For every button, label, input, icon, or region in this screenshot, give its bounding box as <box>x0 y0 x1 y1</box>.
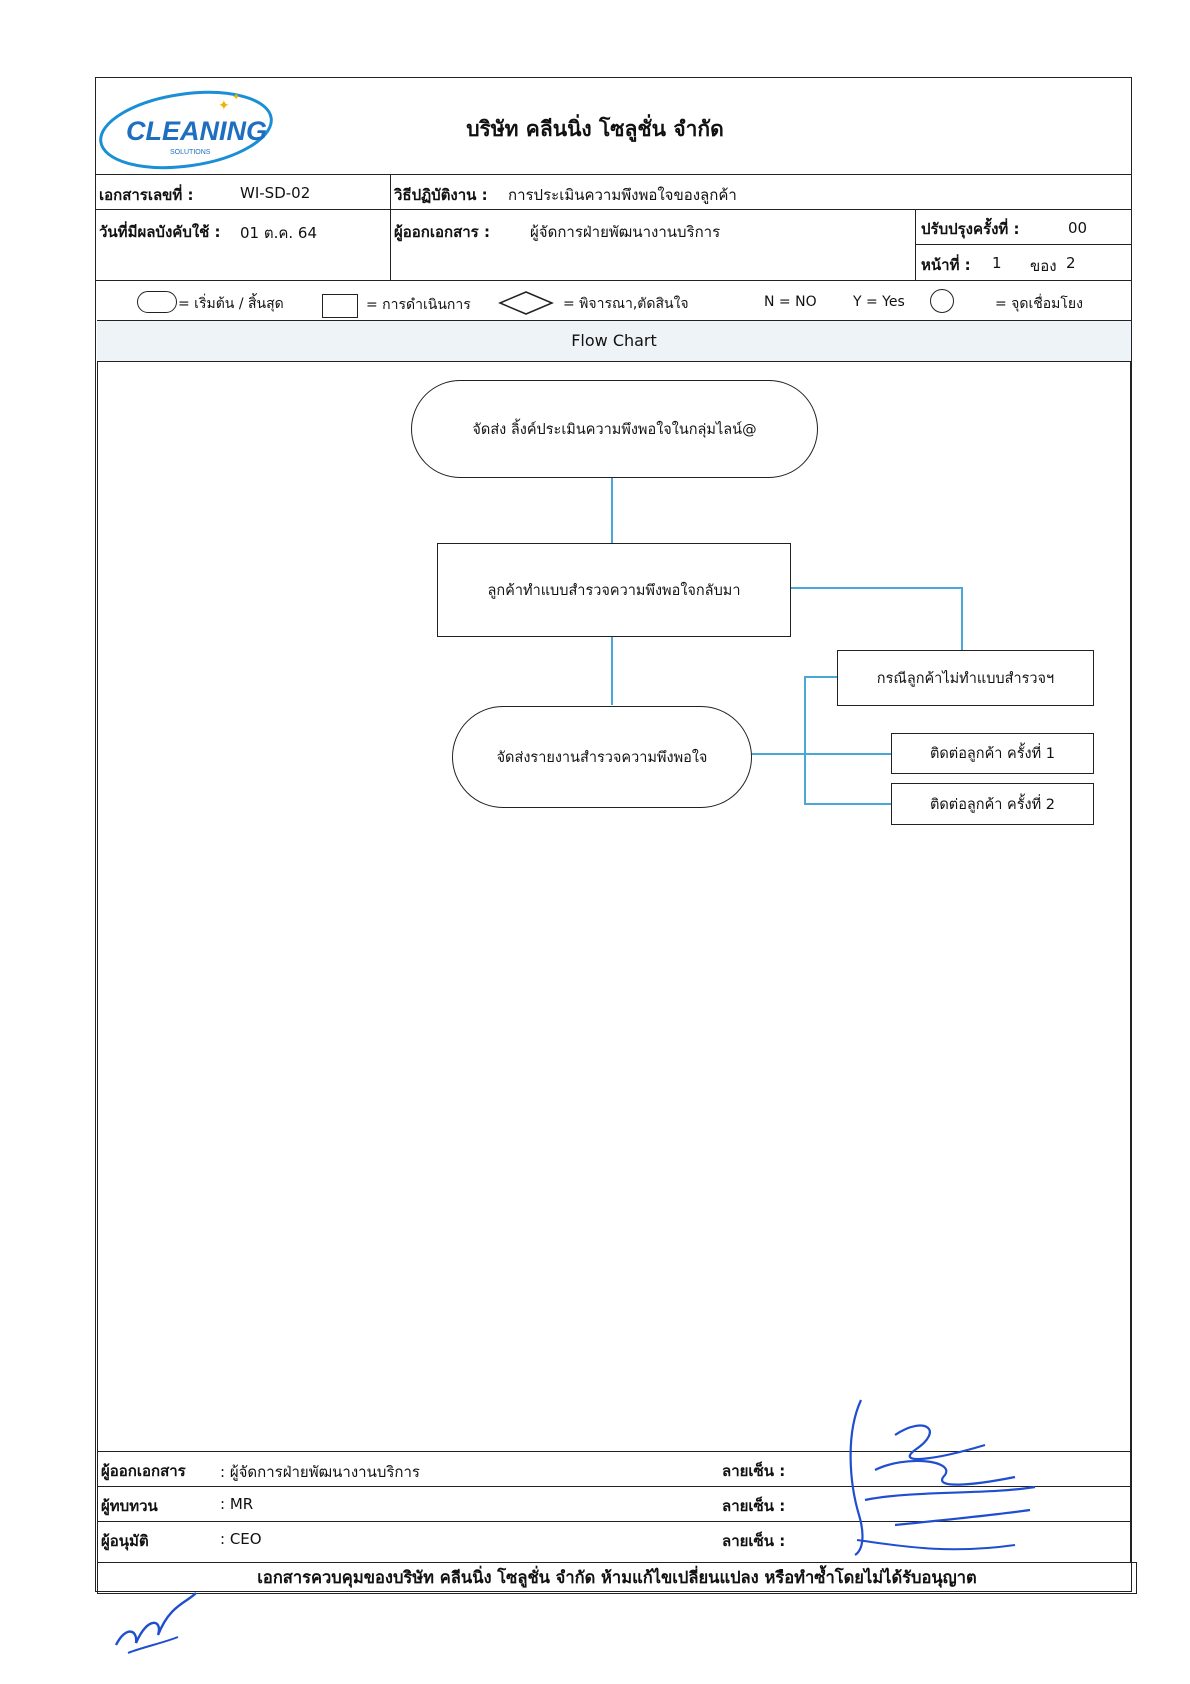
issuer-value: ผู้จัดการฝ่ายพัฒนางานบริการ <box>530 223 721 241</box>
svg-text:SOLUTIONS: SOLUTIONS <box>170 149 211 156</box>
effective-value: 01 ต.ค. 64 <box>240 224 318 242</box>
process-symbol <box>322 294 358 318</box>
handwritten-initials <box>108 1585 203 1660</box>
legend-terminal: = เริ่มต้น / สิ้นสุด <box>178 296 284 312</box>
flow-process-node <box>437 543 791 637</box>
approval-role: ผู้อนุมัติ <box>101 1532 149 1550</box>
doc-no-label: เอกสารเลขที่ : <box>99 186 194 204</box>
signature-label: ลายเซ็น : <box>722 1462 786 1480</box>
flow-end-node <box>452 706 752 808</box>
header-divider <box>95 209 1132 210</box>
content-border <box>1130 362 1131 1562</box>
page-value: 1 <box>992 254 1002 272</box>
issuer-label: ผู้ออกเอกสาร : <box>394 223 490 241</box>
header-divider <box>390 174 391 280</box>
company-name: บริษัท คลีนนิ่ง โซลูชั่น จำกัด <box>466 117 724 141</box>
flow-case-text: กรณีลูกค้าไม่ทำแบบสำรวจฯ <box>876 670 1055 687</box>
connector-line <box>750 753 891 755</box>
svg-text:CLEANING: CLEANING <box>126 116 267 146</box>
approval-value: : ผู้จัดการฝ่ายพัฒนางานบริการ <box>220 1463 420 1481</box>
signature-label: ลายเซ็น : <box>722 1497 786 1515</box>
flow-case-node <box>837 650 1094 706</box>
doc-no-value: WI-SD-02 <box>240 184 311 202</box>
approval-role: ผู้ออกเอกสาร <box>101 1462 186 1480</box>
svg-text:✦: ✦ <box>232 92 241 103</box>
connector-line <box>790 587 962 589</box>
page-label: หน้าที่ : <box>921 256 971 274</box>
flow-contact2-node <box>891 783 1094 825</box>
header-divider <box>95 280 1132 281</box>
content-border <box>97 362 98 1562</box>
header-divider <box>95 174 1132 175</box>
of-value: 2 <box>1066 254 1076 272</box>
legend-connector: = จุดเชื่อมโยง <box>995 296 1083 312</box>
terminal-symbol <box>137 291 177 313</box>
decision-symbol <box>498 290 554 316</box>
signature-scribble <box>835 1395 1045 1560</box>
revision-value: 00 <box>1068 219 1088 237</box>
procedure-value: การประเมินความพึงพอใจของลูกค้า <box>508 186 737 204</box>
effective-label: วันที่มีผลบังคับใช้ : <box>99 223 221 241</box>
connector-line <box>804 803 891 805</box>
approval-role: ผู้ทบทวน <box>101 1497 158 1515</box>
legend-yes: Y = Yes <box>853 294 905 310</box>
procedure-label: วิธีปฏิบัติงาน : <box>394 186 488 204</box>
signature-label: ลายเซ็น : <box>722 1532 786 1550</box>
connector-symbol <box>930 289 954 313</box>
flow-process-text: ลูกค้าทำแบบสำรวจความพึงพอใจกลับมา <box>487 582 741 599</box>
flow-start-text: จัดส่ง ลิ้งค์ประเมินความพึงพอใจในกลุ่มไลน์@ <box>472 421 757 438</box>
connector-line <box>804 676 806 804</box>
header-divider <box>915 209 916 280</box>
approval-value: : CEO <box>220 1530 262 1548</box>
legend-process: = การดำเนินการ <box>366 297 471 313</box>
approval-value: : MR <box>220 1495 254 1513</box>
flow-contact1-text: ติดต่อลูกค้า ครั้งที่ 1 <box>929 746 1056 762</box>
flow-contact1-node <box>891 733 1094 774</box>
connector-line <box>804 676 837 678</box>
connector-line <box>611 478 613 543</box>
flow-end-text: จัดส่งรายงานสำรวจความพึงพอใจ <box>496 749 708 766</box>
flow-contact2-text: ติดต่อลูกค้า ครั้งที่ 2 <box>929 796 1056 813</box>
legend-no: N = NO <box>764 294 817 310</box>
connector-line <box>961 587 963 651</box>
flowchart-title: Flow Chart <box>97 320 1131 362</box>
legend-decision: = พิจารณา,ตัดสินใจ <box>563 296 689 312</box>
svg-text:✦: ✦ <box>218 98 230 114</box>
revision-label: ปรับปรุงครั้งที่ : <box>921 220 1020 238</box>
of-label: ของ <box>1030 257 1057 275</box>
header-divider <box>915 244 1132 245</box>
flow-start-node <box>411 380 818 478</box>
footer-note: เอกสารควบคุมของบริษัท คลีนนิ่ง โซลูชั่น จำกัด ห้ามแก้ไขเปลี่ยนแปลง หรือทำซ้ำโดยไม่ได้รับอนุญาต <box>97 1562 1137 1594</box>
connector-line <box>611 635 613 705</box>
